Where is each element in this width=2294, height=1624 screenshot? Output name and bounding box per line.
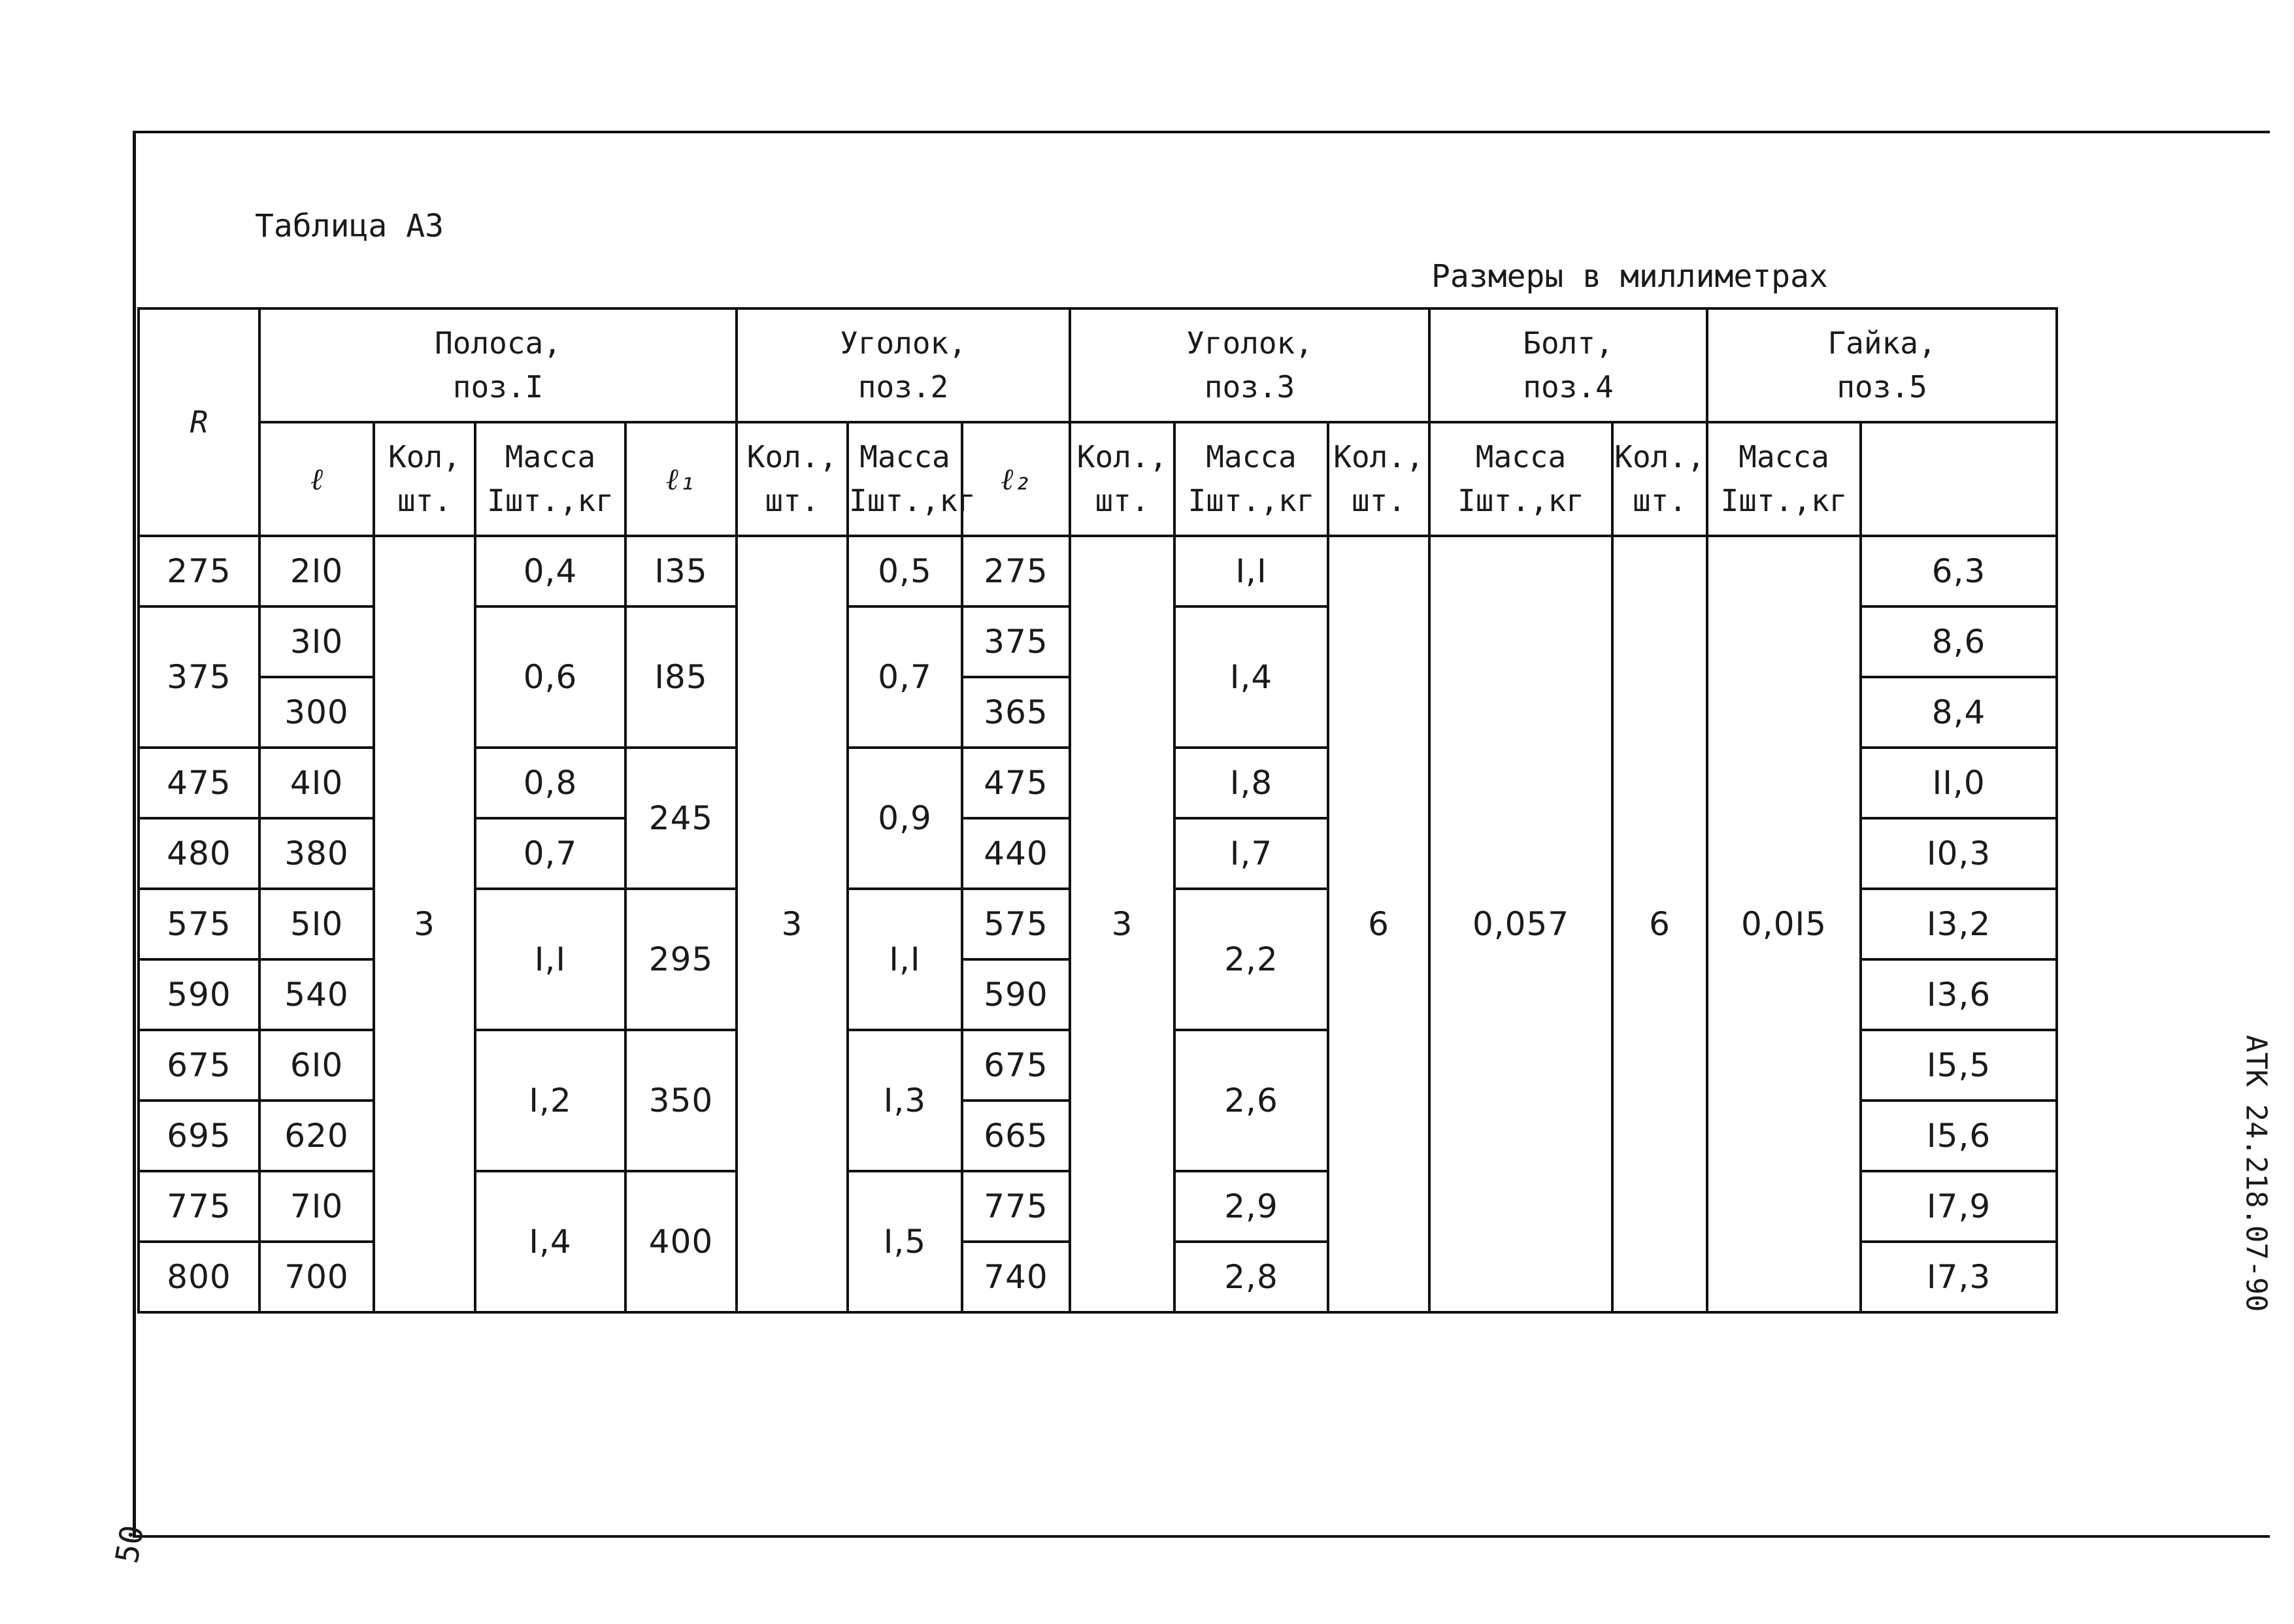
cell-l: 5I0: [259, 889, 374, 959]
document-code: АТК 24.218.07-90: [2239, 1035, 2273, 1312]
cell-mass-1: 0,4: [475, 536, 625, 606]
cell-mass-1: 0,6: [475, 606, 625, 748]
cell-mass-2: 0,7: [848, 606, 962, 748]
header-qty-1: [374, 422, 475, 536]
cell-l1: 295: [625, 889, 737, 1030]
header-qty-2: [737, 422, 848, 536]
cell-mass-3: I,4: [1174, 606, 1328, 748]
cell-l: 7I0: [259, 1171, 374, 1242]
table-row: [139, 536, 2057, 606]
cell-total-mass: I5,5: [1861, 1030, 2057, 1101]
header-mass-5-label: Масса Iшт.,кг: [1720, 439, 1848, 518]
cell-total-mass: I3,6: [1861, 959, 2057, 1030]
header-mass-2-label: Масса Iшт.,кг: [849, 439, 976, 518]
cell-l2: 590: [962, 959, 1070, 1030]
header-qty-1-label: Кол, шт.: [388, 439, 461, 518]
cell-l: 4I0: [259, 748, 374, 818]
cell-R: 675: [139, 1030, 259, 1101]
cell-total-mass: I5,6: [1861, 1101, 2057, 1171]
cell-mass-3: 2,9: [1174, 1171, 1328, 1242]
cell-R: 590: [139, 959, 259, 1030]
cell-qty-2: 3: [737, 536, 848, 1312]
cell-total-mass: 8,6: [1861, 606, 2057, 677]
header-bolt-pos4: [1429, 308, 1707, 422]
header-strip-pos1-label: Полоса, поз.I: [435, 325, 561, 405]
header-angle-pos3-label: Уголок, поз.3: [1186, 325, 1313, 405]
cell-l1: 400: [625, 1171, 737, 1312]
cell-l2: 775: [962, 1171, 1070, 1242]
cell-mass-4: 0,057: [1429, 536, 1612, 1312]
cell-mass-2: 0,9: [848, 748, 962, 889]
cell-qty-5: 6: [1612, 536, 1707, 1312]
cell-total-mass: I7,9: [1861, 1171, 2057, 1242]
cell-R: 475: [139, 748, 259, 818]
header-mass-3: [1174, 422, 1328, 536]
cell-l2: 575: [962, 889, 1070, 959]
cell-l1: 350: [625, 1030, 737, 1171]
cell-mass-2: I,5: [848, 1171, 962, 1312]
cell-l2: 665: [962, 1101, 1070, 1171]
cell-total-mass: 6,3: [1861, 536, 2057, 606]
header-mass-1-label: Масса Iшт.,кг: [487, 439, 614, 518]
cell-R: 695: [139, 1101, 259, 1171]
cell-mass-3: 2,8: [1174, 1242, 1328, 1312]
header-mass-4-label: Масса Iшт.,кг: [1457, 439, 1584, 518]
cell-R: 480: [139, 818, 259, 889]
cell-l: 300: [259, 677, 374, 748]
page-number: 50: [108, 1522, 152, 1566]
cell-mass-3: I,7: [1174, 818, 1328, 889]
header-l: ℓ: [259, 422, 374, 536]
cell-R: 800: [139, 1242, 259, 1312]
cell-mass-2: 0,5: [848, 536, 962, 606]
cell-mass-3: 2,2: [1174, 889, 1328, 1030]
cell-R: 775: [139, 1171, 259, 1242]
header-mass-2: [848, 422, 976, 536]
cell-l: 620: [259, 1101, 374, 1171]
cell-mass-2: I,3: [848, 1030, 962, 1171]
header-mass-4: [1429, 422, 1612, 536]
cell-mass-1: 0,8: [475, 748, 625, 818]
cell-total-mass: II,0: [1861, 748, 2057, 818]
header-qty-5-label: Кол., шт.: [1614, 439, 1705, 518]
cell-mass-1: 0,7: [475, 818, 625, 889]
cell-l2: 440: [962, 818, 1070, 889]
cell-R: 275: [139, 536, 259, 606]
cell-l2: 275: [962, 536, 1070, 606]
cell-l2: 675: [962, 1030, 1070, 1101]
cell-mass-2: I,I: [848, 889, 962, 1030]
table-caption: Таблица А3: [255, 208, 444, 244]
header-nut-pos5-label: Гайка, поз.5: [1827, 325, 1937, 405]
cell-R: 575: [139, 889, 259, 959]
cell-l: 380: [259, 818, 374, 889]
cell-mass-1: I,I: [475, 889, 625, 1030]
header-angle-pos2: [737, 308, 1070, 422]
header-qty-5: [1612, 422, 1707, 536]
header-qty-4-label: Кол., шт.: [1333, 439, 1424, 518]
header-angle-pos2-label: Уголок, поз.2: [840, 325, 967, 405]
cell-l2: 375: [962, 606, 1070, 677]
header-qty-3: [1070, 422, 1174, 536]
cell-l: 700: [259, 1242, 374, 1312]
cell-l: 540: [259, 959, 374, 1030]
cell-l2: 740: [962, 1242, 1070, 1312]
cell-l: 6I0: [259, 1030, 374, 1101]
cell-total-mass: I3,2: [1861, 889, 2057, 959]
cell-mass-5: 0,0I5: [1707, 536, 1861, 1312]
cell-mass-1: I,2: [475, 1030, 625, 1171]
cell-total-mass: I7,3: [1861, 1242, 2057, 1312]
header-strip-pos1: [259, 308, 737, 422]
units-note: Размеры в миллиметрах: [1431, 258, 1828, 295]
cell-mass-3: I,I: [1174, 536, 1328, 606]
header-qty-3-label: Кол., шт.: [1076, 439, 1168, 518]
cell-total-mass: 8,4: [1861, 677, 2057, 748]
cell-l: 2I0: [259, 536, 374, 606]
header-l1: ℓ₁: [625, 422, 737, 536]
cell-qty-4: 6: [1328, 536, 1429, 1312]
cell-qty-1: 3: [374, 536, 475, 1312]
header-R: R: [139, 308, 259, 536]
cell-mass-3: I,8: [1174, 748, 1328, 818]
cell-l: 3I0: [259, 606, 374, 677]
header-mass-1: [475, 422, 625, 536]
header-nut-pos5: [1707, 308, 2057, 422]
cell-qty-3: 3: [1070, 536, 1174, 1312]
header-qty-2-label: Кол., шт.: [746, 439, 838, 518]
cell-l1: 245: [625, 748, 737, 889]
header-l2: ℓ₂: [962, 422, 1070, 536]
header-qty-4: [1328, 422, 1429, 536]
header-angle-pos3: [1070, 308, 1429, 422]
cell-l1: I35: [625, 536, 737, 606]
cell-l1: I85: [625, 606, 737, 748]
cell-l2: 365: [962, 677, 1070, 748]
header-mass-5: [1707, 422, 1861, 536]
specification-table: [137, 307, 2058, 1314]
cell-total-mass: I0,3: [1861, 818, 2057, 889]
cell-R: 375: [139, 606, 259, 748]
cell-l2: 475: [962, 748, 1070, 818]
header-mass-3-label: Масса Iшт.,кг: [1188, 439, 1315, 518]
cell-mass-3: 2,6: [1174, 1030, 1328, 1171]
cell-mass-1: I,4: [475, 1171, 625, 1312]
header-bolt-pos4-label: Болт, поз.4: [1523, 325, 1614, 405]
